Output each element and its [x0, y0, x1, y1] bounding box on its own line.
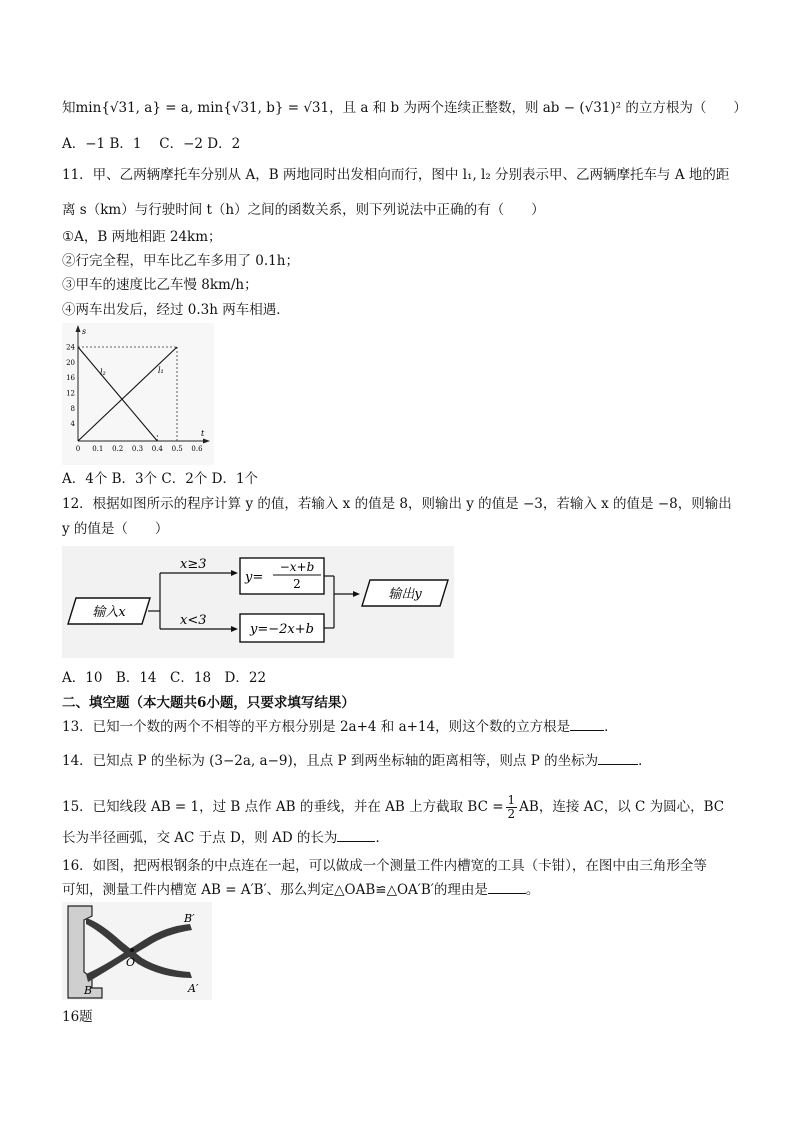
- q15-line1-b: AB，连接 AC，以 C 为圆心，BC: [519, 799, 725, 815]
- y-tick-16: 16: [66, 374, 75, 383]
- q13-answer-blank: [570, 718, 604, 731]
- q15-frac-num: 1: [507, 793, 516, 807]
- section-2-heading: 二、填空题（本大题共6小题，只要求填写结果）: [62, 695, 355, 711]
- q16-line2-text: 可知，测量工件内槽宽 AB = A′B′、那么判定△OAB≌△OA′B′的理由是: [62, 882, 488, 898]
- input-label: 输入x: [92, 605, 126, 620]
- q12-line2: y 的值是（ ）: [62, 521, 169, 537]
- q12-flowchart: [62, 546, 454, 658]
- y-tick-24: 24: [66, 343, 75, 352]
- eq2: y=−2x+b: [250, 622, 314, 637]
- q15-end: ．: [375, 830, 389, 846]
- q12-options: A．10 B．14 C．18 D．22: [62, 670, 267, 686]
- q16-caption: 16题: [62, 1009, 93, 1025]
- pivot-O: [130, 948, 134, 952]
- q14-end: ．: [638, 753, 652, 769]
- q11-statement-2: ②行完全程，甲车比乙车多用了 0.1h；: [62, 253, 299, 269]
- q13: [62, 718, 618, 736]
- x-tick-0: 0: [75, 445, 81, 453]
- q16-line2: [62, 881, 539, 899]
- q15-line1: [62, 794, 724, 821]
- x-tick-0.6: 0.6: [191, 445, 203, 453]
- q15-line2-text: 长为半径画弧，交 AC 于点 D，则 AD 的长为: [62, 830, 338, 846]
- eq1-numerator: −x+b: [279, 560, 315, 574]
- q16-end: 。: [525, 882, 540, 898]
- q15-line1-a: 15．已知线段 AB = 1，过 B 点作 AB 的垂线，并在 AB 上方截取 BC =: [62, 799, 504, 815]
- x-axis-label: t: [201, 429, 205, 438]
- x-tick-0.4: 0.4: [151, 445, 163, 453]
- q11-options: A．4个 B．3个 C．2个 D．1个: [62, 471, 259, 487]
- q16-answer-blank: [488, 881, 526, 894]
- output-label: 输出y: [388, 587, 422, 602]
- q13-text: 13．已知一个数的两个不相等的平方根分别是 2a+4 和 a+14，则这个数的立方根是: [62, 719, 571, 735]
- eq1-denominator: 2: [293, 577, 301, 591]
- q13-end: ．: [604, 719, 618, 735]
- q11-line2: 离 s（km）与行驶时间 t（h）之间的函数关系，则下列说法中正确的有（ ）: [62, 202, 545, 218]
- y-tick-4: 4: [70, 420, 75, 429]
- q14-answer-blank: [598, 752, 638, 765]
- q14: [62, 752, 652, 770]
- y-tick-8: 8: [70, 404, 75, 413]
- x-tick-0.3: 0.3: [131, 445, 144, 453]
- q11-statement-1: ①A，B 两地相距 24km；: [62, 229, 222, 245]
- q11-graph: [62, 323, 214, 465]
- label-A-prime: A′: [188, 982, 199, 995]
- q16-caliper-figure: [62, 902, 212, 1000]
- x-tick-0.5: 0.5: [171, 445, 183, 453]
- q11-statement-3: ③甲车的速度比乙车慢 8km/h；: [62, 277, 258, 293]
- condition-ge3: x≥3: [180, 557, 207, 572]
- q15-answer-blank: [337, 829, 375, 842]
- q14-text: 14．已知点 P 的坐标为 (3−2a, a−9)，且点 P 到两坐标轴的距离相等，则点 P 的坐标为: [62, 753, 599, 769]
- q10-options: A．−1 B．1 C．−2 D．2: [62, 136, 241, 152]
- eq1-lhs: y=: [245, 570, 264, 585]
- y-tick-20: 20: [66, 358, 75, 367]
- q15-line2: [62, 829, 389, 847]
- condition-lt3: x<3: [180, 613, 207, 628]
- q16-line1: 16．如图，把两根钢条的中点连在一起，可以做成一个测量工件内槽宽的工具（卡钳），在图中由三角形全等: [62, 858, 707, 874]
- q12-line1: 12．根据如图所示的程序计算 y 的值，若输入 x 的值是 8，则输出 y 的值是 −3，若输入 x 的值是 −8，则输出: [62, 496, 732, 512]
- q10-text: 知min{√31, a} = a, min{√31, b} = √31，且 a 和 b 为两个连续正整数，则 ab − (√31)² 的立方根为（ ）: [62, 100, 747, 116]
- y-axis-label: s: [82, 327, 87, 336]
- q15-fraction: [506, 794, 518, 821]
- label-B: B: [84, 984, 93, 997]
- q15-frac-den: 2: [507, 807, 516, 821]
- label-O: O: [126, 956, 136, 969]
- x-tick-0.2: 0.2: [112, 445, 124, 453]
- label-l2: l₂: [100, 368, 106, 377]
- y-tick-12: 12: [66, 389, 75, 398]
- q11-line1: 11．甲、乙两辆摩托车分别从 A，B 两地同时出发相向而行，图中 l₁, l₂ 分别表示甲、乙两辆摩托车与 A 地的距: [62, 167, 730, 183]
- q11-statement-4: ④两车出发后，经过 0.3h 两车相遇．: [62, 302, 290, 318]
- x-tick-0.1: 0.1: [92, 445, 104, 453]
- label-l1: l₁: [158, 366, 164, 375]
- label-B-prime: B′: [184, 912, 195, 925]
